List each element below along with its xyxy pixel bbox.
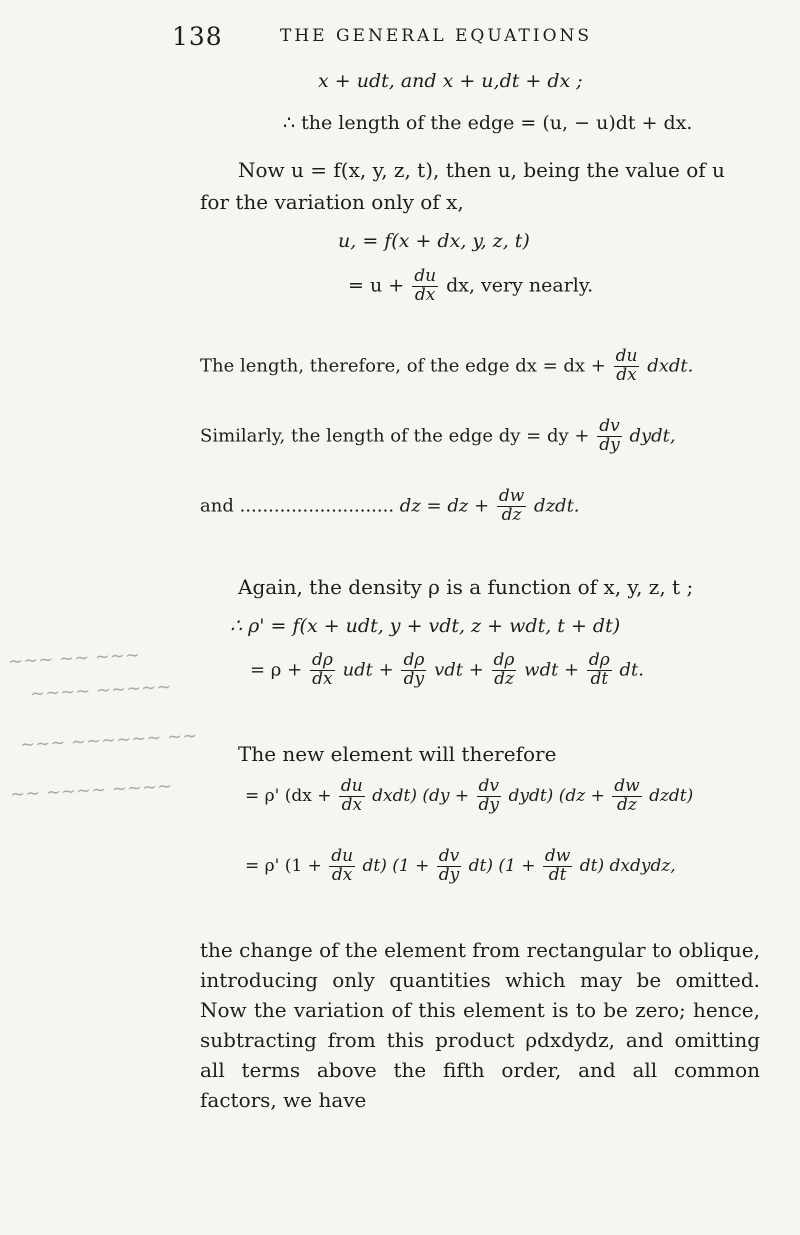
drho-dx-fraction: $\frac{d\rho}{dx}$ [311, 650, 333, 689]
equation-line-7 [200, 348, 693, 385]
equation-line-14: = ρ' (dx + $\frac{du}{dx}$ dxdt) (dy + $\frac{dv}{dy}$ dydt) (dz + $\frac{dw}{dz}$ dzdt) [245, 776, 694, 815]
eq9-part-a: and ........................... [200, 495, 395, 517]
equation-line-2: ∴ the length of the edge = (u, − u)dt + dx. [283, 112, 693, 134]
running-head [0, 20, 800, 60]
eq8-part-a: Similarly, the length of the edge dy = dy + [200, 425, 590, 447]
text-line-10: Again, the density ρ is a function of x, y, z, t ; [238, 575, 694, 599]
equation-line-8 [200, 418, 676, 455]
drho-dt-fraction: $\frac{d\rho}{dt}$ [588, 650, 610, 689]
equation-line-11: ∴ ρ' = f(x + udt, y + vdt, z + wdt, t + dt) [230, 615, 621, 637]
page-number: 138 [172, 22, 223, 51]
du-dx-fraction: $\frac{du}{dx}$ [414, 266, 437, 305]
text-line-4: for the variation only of x, [200, 190, 464, 214]
text-line-13: The new element will therefore [238, 742, 557, 766]
scrawl-2: ~~~~ ~~~~~ [29, 676, 172, 705]
equation-line-12: = ρ + $\frac{d\rho}{dx}$ udt + $\frac{d\rho}{dy}$ vdt + $\frac{d\rho}{dz}$ wdt + $\frac{d\rho}{dt}$ dt. [250, 650, 644, 689]
eq8-part-b: dydt, [629, 425, 676, 447]
dv-dy-fraction: $\frac{dv}{dy}$ [599, 416, 620, 455]
eq9-part-b: dz = dz + [399, 495, 490, 517]
eq7-part-b: dxdt. [647, 355, 694, 377]
scrawl-4: ~~ ~~~~ ~~~~ [9, 775, 173, 806]
du-dx-fraction-3: $\frac{du}{dx}$ [340, 776, 363, 815]
body-paragraph: the change of the element from rectangular to oblique, introducing only quantities which may be omitted. Now the variation of this element is to be zero; hence, subtracting from this product ρdxdydz, and omitting all terms above the fifth order, and all common factors, we have [200, 938, 760, 1112]
eq7-part-a: The length, therefore, of the edge dx = dx + [200, 355, 606, 377]
du-dx-fraction-2: $\frac{du}{dx}$ [615, 346, 638, 385]
equation-line-5: u, = f(x + dx, y, z, t) [338, 230, 530, 252]
scrawl-3: ~~~ ~~~~~~ ~~ [19, 725, 198, 756]
scrawl-1: ~~~ ~~ ~~~ [7, 644, 141, 673]
text-line-3: Now u = f(x, y, z, t), then u, being the value of u [238, 158, 725, 182]
eq6-part-b: dx, very nearly. [446, 274, 594, 297]
equation-line-9 [200, 488, 580, 525]
dw-dz-fraction: $\frac{dw}{dz}$ [498, 486, 525, 525]
equation-line-6 [348, 268, 593, 305]
eq6-part-a: = u + [348, 274, 405, 297]
du-dx-fraction-4: $\frac{du}{dx}$ [331, 846, 354, 885]
drho-dz-fraction: $\frac{d\rho}{dz}$ [493, 650, 515, 689]
eq9-part-c: dzdt. [534, 495, 580, 517]
dw-dt-fraction: $\frac{dw}{dt}$ [544, 846, 571, 885]
drho-dy-fraction: $\frac{d\rho}{dy}$ [403, 650, 425, 689]
equation-line-15: = ρ' (1 + $\frac{du}{dx}$ dt) (1 + $\frac{dv}{dy}$ dt) (1 + $\frac{dw}{dt}$ dt) dxdydz, [245, 846, 676, 885]
dv-dy-fraction-2: $\frac{dv}{dy}$ [478, 776, 500, 815]
dv-dy-fraction-3: $\frac{dv}{dy}$ [438, 846, 460, 885]
running-title: THE GENERAL EQUATIONS [280, 26, 593, 46]
handwritten-margin-notes [0, 640, 220, 820]
equation-line-1: x + udt, and x + u,dt + dx ; [318, 70, 583, 92]
dw-dz-fraction-2: $\frac{dw}{dz}$ [614, 776, 640, 815]
